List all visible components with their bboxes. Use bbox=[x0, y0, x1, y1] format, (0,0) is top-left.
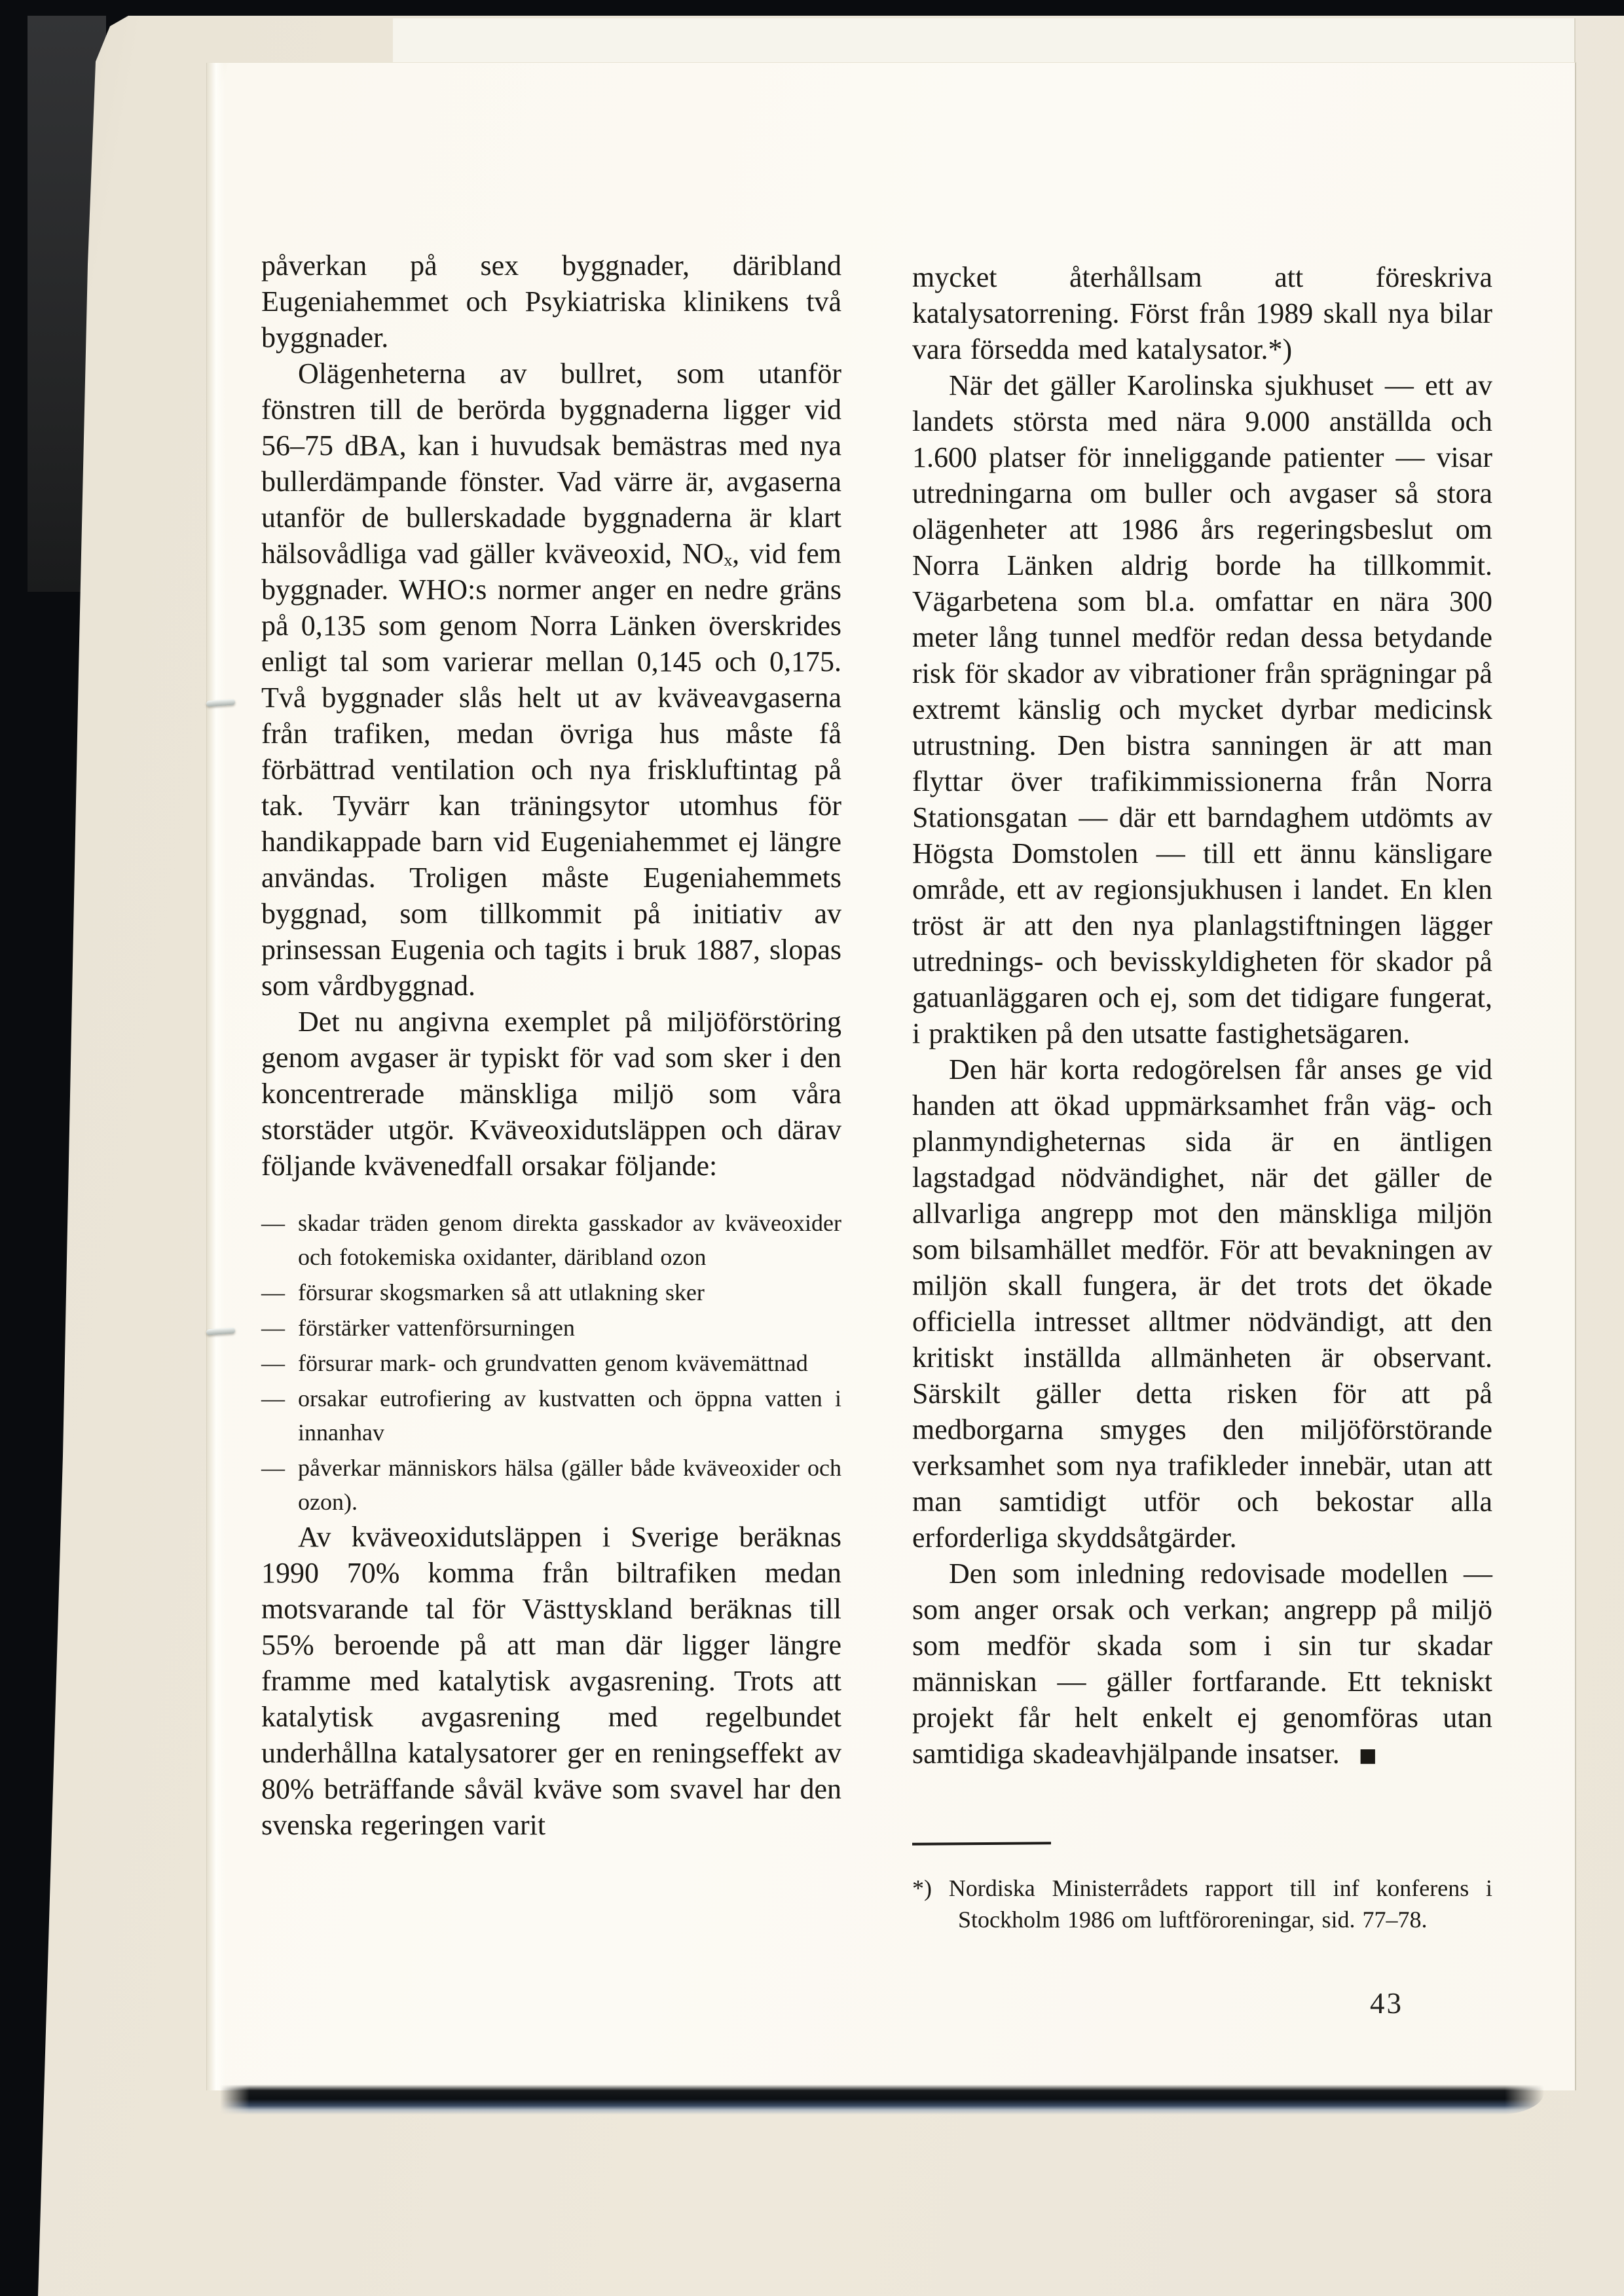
list-item bbox=[261, 1346, 841, 1380]
page-bottom-shadow bbox=[220, 2085, 1544, 2115]
paragraph: Den här korta redogörelsen får anses ge vid handen att ökad uppmärksamhet från väg- och planmyndigheternas sida är en äntligen lagstadgad nödvändighet, när det gäller de allvarliga angrepp mot den mänskliga miljön som bilsamhället medför. För att bevakningen av miljön skall fungera, är det trots det ökade officiella intresset alltmer nödvändigt, att den kritiskt inställda allmänheten är observant. Särskilt gäller detta risken för att på medborgarna smyges den miljöförstörande verksamhet som nya trafikleder innebär, utan att man samtidigt utför och bekostar alla erforderliga skyddsåtgärder. bbox=[912, 1053, 1492, 1554]
paragraph: När det gäller Karolinska sjukhuset — ett av landets största med nära 9.000 anställda och 1.600 platser för inneliggande patienter — visar utredningarna om buller och avgaser så stora olägenheter att 1986 års regeringsbeslut om Norra Länken aldrig borde ha tillkommit. Vägarbetena som bl.a. omfattar en nära 300 meter lång tunnel medför redan dessa betydande risk för skador av vibrationer från sprägningar på extremt känslig och mycket dyrbar medicinsk utrustning. Den bistra sanningen är att man flyttar över trafikimmissionerna från Norra Stationsgatan — där ett barndaghem utdömts av Högsta Domstolen — till ett ännu känsligare område, ett av regionsjukhusen i landet. En klen tröst är att den nya planlagstiftningen lägger utrednings- och bevisskyldigheten för skador på gatuanläggaren och ej, som det tidigare fungerat, i praktiken på den utsatte fastighetsägaren. bbox=[912, 369, 1492, 1049]
footnote-rule bbox=[912, 1842, 1051, 1845]
list-item bbox=[261, 1381, 841, 1449]
page-number: 43 bbox=[1370, 1987, 1403, 2020]
list-item bbox=[261, 1275, 841, 1309]
effects-list bbox=[261, 1206, 841, 1519]
paragraph: Det nu angivna exemplet på miljöförstöring genom avgaser är typiskt för vad som sker i den koncentrerade mänskliga miljö som våra storstäder utgör. Kväveoxidutsläppen och därav följande kvävenedfall orsakar följande: bbox=[261, 1006, 841, 1182]
dash-marker: — bbox=[261, 1279, 285, 1305]
dash-marker: — bbox=[261, 1210, 285, 1236]
paragraph-continuation: mycket återhållsam att föreskriva katalysatorrening. Först från 1989 skall nya bilar vara försedda med katalysator.*) bbox=[912, 261, 1492, 365]
dash-marker: — bbox=[261, 1385, 285, 1412]
paragraph: Olägenheterna av bullret, som utanför fönstren till de berörda byggnaderna ligger vid 56–75 dBA, kan i huvudsak bemästras med nya bullerdämpande fönster. Vad värre är, avgaserna utanför de bullerskadade byggnaderna är klart hälsovådliga vad gäller kväveoxid, NOₓ, vid fem byggnader. WHO:s normer anger en nedre gräns på 0,135 som genom Norra Länken överskrides enligt tal som varierar mellan 0,145 och 0,175. Två byggnader slås helt ut av kväveavgaserna från trafiken, medan övriga hus måste få förbättrad ventilation och nya friskluftintag på tak. Tyvärr kan träningsytor utomhus för handikappade barn vid Eugeniahemmet ej längre användas. Troligen måste Eugeniahemmets byggnad, som tillkommit på initiativ av prinsessan Eugenia och tagits i bruk 1887, slopas som vårdbyggnad. bbox=[261, 357, 841, 1002]
list-item-text: orsakar eutrofiering av kustvatten och öppna vatten i innanhav bbox=[298, 1385, 841, 1446]
list-item-text: påverkar människors hälsa (gäller både kväveoxider och ozon). bbox=[298, 1455, 841, 1515]
dash-marker: — bbox=[261, 1455, 285, 1481]
end-of-article-marker: ■ bbox=[1358, 1739, 1377, 1772]
list-item-text: förstärker vattenförsurningen bbox=[298, 1315, 575, 1341]
list-item bbox=[261, 1206, 841, 1274]
paragraph bbox=[912, 1556, 1492, 1772]
page-left-edge bbox=[206, 63, 225, 2090]
list-item-text: försurar mark- och grundvatten genom kvävemättnad bbox=[298, 1350, 808, 1376]
paragraph: Av kväveoxidutsläppen i Sverige beräknas 1990 70% komma från biltrafiken medan motsvarande tal för Västtyskland beräknas till 55% beroende på att man där ligger längre framme med katalytisk avgasrening. Trots att katalytisk avgasrening med regelbundet underhållna katalysatorer ger en reningseffekt av 80% beträffande såväl kväve som svavel har den svenska regeringen varit bbox=[261, 1521, 841, 1841]
staple-top-icon bbox=[206, 699, 236, 706]
list-item bbox=[261, 1451, 841, 1519]
footnote: *) Nordiska Ministerrådets rapport till inf konferens i Stockholm 1986 om luftföroreningar, sid. 77–78. bbox=[912, 1875, 1492, 1933]
list-item-text: skadar träden genom direkta gasskador av kväveoxider och fotokemiska oxidanter, däribland ozon bbox=[298, 1210, 841, 1270]
paragraph-text: Den som inledning redovisade modellen — som anger orsak och verkan; angrepp på miljö som medför skada som i sin tur skadar människan — gäller fortfarande. Ett tekniskt projekt får helt enkelt ej genomföras utan samtidiga skadeavhjälpande insatser. bbox=[912, 1558, 1492, 1770]
dash-marker: — bbox=[261, 1315, 285, 1341]
left-column bbox=[261, 247, 841, 1843]
book-page bbox=[206, 62, 1576, 2090]
staple-bottom-icon bbox=[206, 1327, 236, 1335]
dash-marker: — bbox=[261, 1350, 285, 1376]
right-column bbox=[912, 259, 1492, 1935]
paragraph-continuation: påverkan på sex byggnader, däribland Eugeniahemmet och Psykiatriska klinikens två byggnader. bbox=[261, 249, 841, 354]
list-item bbox=[261, 1311, 841, 1345]
list-item-text: försurar skogsmarken så att utlakning sker bbox=[298, 1279, 705, 1305]
